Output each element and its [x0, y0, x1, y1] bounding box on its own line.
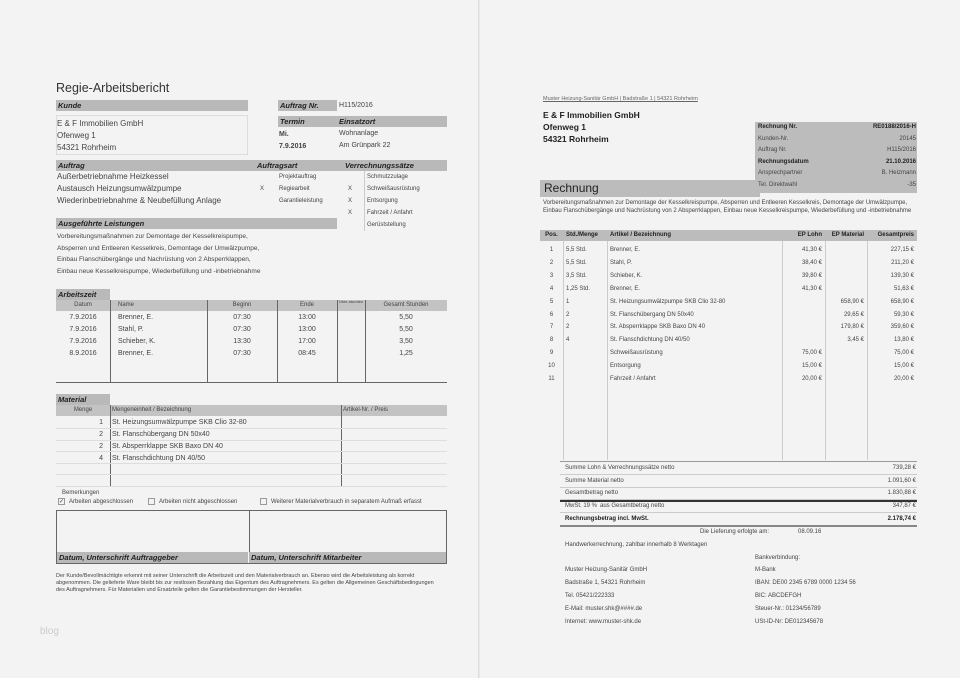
total-value: 2.178,74 € — [887, 516, 916, 522]
verrechnung-mark: X — [348, 210, 353, 216]
invoice-cell: 10 — [548, 363, 555, 370]
signature-mitarbeiter[interactable]: Datum, Unterschrift Mitarbeiter — [249, 552, 446, 563]
arbeitszeit-cell: Stahl, P. — [118, 326, 144, 333]
arbeitszeit-cell: 7.9.2016 — [69, 326, 97, 333]
mwst-label: MwSt. 19 % — [565, 503, 598, 509]
leistungen-header: Ausgeführte Leistungen — [56, 218, 337, 229]
row-line — [56, 428, 447, 429]
info-label: Rechnungsdatum — [758, 158, 809, 165]
invoice-cell: Brenner, E. — [610, 285, 641, 292]
bemerkungen-label: Bemerkungen — [62, 490, 100, 496]
termin-day: Mi. — [279, 131, 289, 138]
checkbox-icon[interactable] — [148, 498, 155, 505]
invoice-cell: 359,60 € — [890, 324, 914, 331]
invoice-cell: 41,30 € — [801, 285, 822, 292]
material-column-header: Artikel-Nr. / Preis — [343, 407, 389, 413]
invoice-cell: St. Heizungsumwälzpumpe SKB Clio 32-80 — [610, 298, 726, 305]
invoice-cell: 8 — [549, 337, 554, 344]
arbeitszeit-cell: 7.9.2016 — [69, 338, 97, 345]
arbeitszeit-cell: 13:00 — [298, 314, 316, 321]
delivery-label: Die Lieferung erfolgte am: — [700, 529, 770, 535]
invoice-description: Vorbereitungsmaßnahmen zur Demontage der Kesselkreispumpe, Absperren und Entleeren Kesselkreis, Demontage der Umwälzpumpe, Einbau Flanschübergänge und Nachrüstung von 2 Absperrklappen, Einbau neue Kesselkreispumpe, Wiederbefüllung und -inbetriebnahme — [543, 200, 912, 214]
recipient-name: E & F Immobilien GmbH — [543, 110, 640, 120]
bank-info: Steuer-Nr.: 01234/56789 — [755, 606, 821, 612]
invoice-cell: 211,20 € — [891, 259, 914, 266]
invoice-column-header: Artikel / Bezeichnung — [610, 232, 672, 238]
checkbox-label: Arbeiten abgeschlossen — [69, 499, 134, 506]
invoice-cell: 2 — [549, 259, 554, 266]
company-info: Internet: www.muster-shk.de — [565, 619, 642, 625]
invoice-cell: 9 — [549, 350, 554, 357]
auftragsart-label: Auftragsart — [257, 161, 298, 170]
verrechnung-label: Verrechnungssätze — [345, 161, 414, 170]
info-value: 21.10.2016 — [885, 158, 916, 165]
material-label: Material — [56, 394, 110, 405]
info-value: B. Heizmann — [881, 170, 916, 176]
auftragsart-mark: X — [260, 186, 265, 192]
sum-value: 739,28 € — [892, 465, 916, 471]
arbeitszeit-cell: 13:30 — [233, 338, 251, 345]
row-line — [56, 474, 447, 475]
invoice-cell: 2 — [566, 311, 570, 318]
company-info: E-Mail: muster.shk@####.de — [565, 606, 643, 612]
column-divider — [337, 300, 338, 383]
invoice-cell: 658,90 € — [840, 298, 864, 305]
info-value: -35 — [907, 181, 916, 188]
arbeitszeit-column-header: Ende — [299, 302, 314, 308]
mwst-value: 347,87 € — [892, 503, 916, 509]
invoice-cell: 15,00 € — [893, 363, 914, 370]
kunde-header: Kunde — [56, 100, 248, 111]
column-divider — [110, 300, 111, 383]
auftrag-nr-value: H115/2016 — [339, 102, 373, 109]
sender-line: Muster Heizung-Sanitär GmbH | Badstraße 1 | 54321 Rohrheim — [543, 96, 698, 102]
table-bottom-line — [560, 461, 917, 462]
auftrag-label: Auftrag — [58, 161, 85, 170]
info-value: RE0188/2016-H — [872, 124, 916, 130]
payment-terms: Handwerkerrechnung, zahlbar innerhalb 8 Werktagen — [565, 542, 708, 548]
checkbox-icon[interactable]: ✓ — [59, 499, 65, 505]
invoice-cell: 20,00 € — [893, 376, 914, 382]
invoice-cell: 59,30 € — [893, 311, 914, 318]
material-description: St. Flanschdichtung DN 40/50 — [112, 455, 205, 462]
row-line — [560, 474, 917, 475]
company-info: Muster Heizung-Sanitär GmbH — [565, 567, 648, 573]
invoice-column-header: Gesamtpreis — [877, 232, 914, 238]
checkbox-3[interactable] — [260, 498, 422, 505]
bank-info: IBAN: DE00 2345 6789 0000 1234 56 — [755, 580, 856, 586]
invoice-cell: 3,5 Std. — [566, 272, 587, 279]
invoice-cell: 75,00 € — [801, 350, 822, 357]
auftrag-line: Austausch Heizungsumwälzpumpe — [57, 184, 182, 193]
invoice-cell: 38,40 € — [801, 259, 822, 266]
column-divider — [782, 241, 783, 460]
invoice-page — [480, 0, 960, 678]
verrechnung-option: Gerüststellung — [367, 222, 406, 228]
arbeitszeit-cell: 5,50 — [399, 326, 413, 333]
invoice-cell: 2 — [566, 324, 570, 331]
leistung-line: Absperren und Entleeren Kesselkreis, Demontage der Umwälzpumpe, — [57, 244, 260, 252]
mwst-note: aus Gesamtbetrag netto — [600, 503, 665, 509]
row-line — [56, 451, 447, 452]
info-label: Tel. Direktwahl — [758, 181, 798, 188]
delivery-date: 08.09.16 — [798, 529, 822, 535]
auftrag-line: Wiederinbetriebnahme & Neubefüllung Anlage — [57, 196, 222, 205]
kunde-line: E & F Immobilien GmbH — [57, 119, 144, 128]
kunde-box — [56, 115, 248, 155]
arbeitszeit-cell: 17:00 — [298, 338, 316, 345]
arbeitszeit-cell: 08:45 — [298, 350, 316, 357]
sum-value: 1.830,88 € — [887, 490, 916, 496]
material-quantity: 2 — [99, 443, 103, 450]
arbeitszeit-cell: Brenner, E. — [118, 314, 154, 321]
divider — [364, 171, 365, 231]
company-info: Tel. 05421/222333 — [565, 593, 615, 599]
checkbox-2[interactable] — [148, 498, 237, 505]
invoice-column-header: EP Lohn — [797, 232, 822, 238]
arbeitszeit-cell: 5,50 — [399, 314, 413, 321]
invoice-cell: 5,5 Std. — [566, 259, 587, 266]
einsatzort-line: Wohnanlage — [339, 130, 379, 137]
arbeitszeit-cell: 1,25 — [399, 350, 413, 357]
auftragsart-option: Garantieleistung — [279, 198, 323, 204]
verrechnung-option: Schmutzzulage — [367, 174, 409, 180]
material-column-header: Mengeneinheit / Bezeichnung — [112, 407, 192, 413]
recipient-city: 54321 Rohrheim — [543, 134, 609, 144]
invoice-cell: Stahl, P. — [610, 259, 632, 266]
arbeitszeit-column-header: Datum — [74, 302, 92, 308]
invoice-cell: 3 — [549, 272, 554, 279]
arbeitszeit-label: Arbeitszeit — [56, 289, 110, 300]
invoice-cell: 29,65 € — [843, 311, 864, 318]
watermark-logo: blog — [40, 626, 59, 637]
info-value: 20145 — [899, 135, 916, 142]
auftrag-line: Außerbetriebnahme Heizkessel — [57, 172, 169, 181]
row-line — [56, 440, 447, 441]
sum-label: Summe Material netto — [565, 477, 624, 484]
bank-info: USt-ID-Nr: DE012345678 — [755, 619, 824, 625]
arbeitszeit-cell: Schieber, K. — [118, 338, 156, 345]
leistung-line: Einbau Flanschübergänge und Nachrüstung von 2 Absperrklappen, — [57, 256, 251, 263]
invoice-cell: Entsorgung — [610, 363, 641, 370]
invoice-cell: Fahrzeit / Anfahrt — [610, 376, 656, 382]
auftragsart-option: Regiearbeit — [279, 186, 310, 192]
row-line — [56, 486, 447, 487]
invoice-cell: 4 — [566, 337, 570, 344]
arbeitszeit-column-header: Über-stunden — [338, 299, 364, 304]
invoice-cell: Schweißausrüstung — [610, 350, 663, 357]
info-value: H115/2016 — [887, 147, 916, 153]
invoice-cell: 41,30 € — [801, 247, 822, 253]
sum-label: Summe Lohn & Verrechnungssätze netto — [565, 465, 675, 471]
material-column-header: Menge — [73, 407, 93, 413]
invoice-cell: Brenner, E. — [610, 247, 641, 253]
invoice-cell: Schieber, K. — [610, 272, 643, 279]
work-report-page — [0, 0, 479, 678]
invoice-cell: 7 — [549, 324, 554, 331]
verrechnung-mark: X — [348, 198, 353, 204]
checkbox-label: Arbeiten nicht abgeschlossen — [159, 499, 238, 506]
verrechnung-option: Fahrzeit / Anfahrt — [367, 210, 413, 216]
invoice-cell: 4 — [549, 285, 554, 292]
sum-value: 1.091,60 € — [887, 477, 916, 484]
column-divider — [563, 241, 564, 460]
invoice-cell: 139,30 € — [890, 272, 914, 279]
einsatzort-label: Einsatzort — [339, 117, 376, 126]
kunde-line: 54321 Rohrheim — [57, 143, 117, 152]
sum-label: Gesamtbetrag netto — [565, 490, 619, 496]
invoice-cell: 15,00 € — [801, 363, 822, 370]
invoice-cell: 658,90 € — [890, 298, 914, 305]
arbeitszeit-column-header: Beginn — [232, 302, 252, 308]
termin-date: 7.9.2016 — [279, 143, 307, 150]
invoice-cell: 1 — [566, 298, 570, 305]
arbeitszeit-cell: 7.9.2016 — [69, 314, 97, 321]
row-line — [560, 487, 917, 488]
leistung-line: Vorbereitungsmaßnahmen zur Demontage der Kesselkreispumpe, — [57, 233, 248, 240]
invoice-cell: 3,45 € — [847, 337, 864, 344]
checkbox-icon[interactable] — [260, 498, 267, 505]
arbeitszeit-cell: 13:00 — [298, 326, 316, 333]
invoice-column-header: Pos. — [545, 232, 558, 238]
invoice-title: Rechnung — [540, 180, 760, 197]
column-divider — [607, 241, 608, 460]
column-divider — [825, 241, 826, 460]
invoice-cell: 227,15 € — [890, 247, 914, 253]
termin-label: Termin — [280, 117, 305, 126]
checkbox-1[interactable] — [58, 498, 133, 505]
column-divider — [867, 241, 868, 460]
invoice-cell: 6 — [549, 311, 554, 318]
arbeitszeit-column-header: Name — [118, 302, 135, 308]
arbeitszeit-cell: 3,50 — [399, 338, 413, 345]
arbeitszeit-cell: Brenner, E. — [118, 350, 154, 357]
invoice-cell: 5 — [549, 298, 554, 305]
invoice-cell: St. Absperrklappe SKB Baxo DN 40 — [610, 324, 706, 331]
verrechnung-mark: X — [348, 186, 353, 192]
invoice-cell: 75,00 € — [893, 350, 914, 357]
leistung-line: Einbau neue Kesselkreispumpe, Wiederbefüllung und -inbetriebnahme — [57, 267, 261, 275]
signature-auftraggeber[interactable]: Datum, Unterschrift Auftraggeber — [57, 552, 248, 563]
verrechnung-option: Entsorgung — [367, 198, 398, 204]
bank-info: M-Bank — [755, 567, 776, 573]
checkbox-label: Weiterer Materialverbrauch in separatem Aufmaß erfasst — [271, 499, 422, 506]
info-label: Kunden-Nr. — [758, 135, 789, 142]
invoice-cell: 179,80 € — [840, 324, 864, 331]
company-info: Badstraße 1, 54321 Rohrheim — [565, 580, 646, 586]
arbeitszeit-cell: 07:30 — [233, 314, 251, 321]
invoice-cell: 5,5 Std. — [566, 247, 587, 253]
row-line — [56, 463, 447, 464]
invoice-column-header: EP Material — [831, 232, 864, 238]
invoice-cell: 20,00 € — [801, 376, 822, 382]
invoice-cell: 51,63 € — [893, 285, 914, 292]
invoice-cell: 39,80 € — [801, 272, 822, 279]
disclaimer: Der Kunde/Bevollmächtigte erkennt mit seiner Unterschrift die Arbeitszeit und den Materialverbrauch an. Ebenso wird die Arbeitsleistung als korrekt abgenommen. Die gelieferte Ware bleibt bis zur restlosen Bezahlung das Eigentum des Auftragnehmers. Es gelten die Allgemeinen Geschäftsbedingungen des Auftragnehmers. Für Materialien und Ersatzteile gelten die Garantiebestimmungen der Hersteller. — [56, 573, 434, 593]
arbeitszeit-cell: 07:30 — [233, 350, 251, 357]
bank-info: BIC: ABCDEFGH — [755, 593, 802, 599]
info-label: Ansprechpartner — [758, 170, 803, 176]
invoice-cell: 11 — [548, 376, 555, 382]
material-quantity: 4 — [99, 455, 103, 462]
invoice-column-header: Std./Menge — [566, 232, 599, 238]
invoice-cell: 1,25 Std. — [566, 285, 591, 292]
arbeitszeit-cell: 07:30 — [233, 326, 251, 333]
recipient-street: Ofenweg 1 — [543, 122, 586, 132]
arbeitszeit-cell: 8.9.2016 — [69, 350, 97, 357]
kunde-line: Ofenweg 1 — [57, 131, 96, 140]
total-label: Rechnungsbetrag incl. MwSt. — [565, 516, 649, 522]
auftragsart-option: Projektauftrag — [279, 174, 317, 180]
auftrag-nr-label: Auftrag Nr. — [278, 100, 337, 111]
material-description: St. Heizungsumwälzpumpe SKB Clio 32-80 — [112, 419, 247, 426]
material-description: St. Absperrklappe SKB Baxo DN 40 — [112, 443, 223, 450]
material-quantity: 2 — [99, 431, 103, 438]
report-title: Regie-Arbeitsbericht — [56, 81, 170, 95]
material-description: St. Flanschübergang DN 50x40 — [112, 431, 210, 438]
info-label: Rechnung Nr. — [758, 124, 798, 130]
invoice-cell: St. Flanschübergang DN 50x40 — [610, 311, 694, 318]
bank-label: Bankverbindung: — [755, 555, 801, 561]
verrechnung-option: Schweißausrüstung — [367, 186, 420, 192]
invoice-cell: 13,80 € — [893, 337, 914, 344]
invoice-cell: 1 — [549, 247, 554, 253]
material-quantity: 1 — [99, 419, 103, 426]
arbeitszeit-column-header: Gesamt Stunden — [383, 302, 429, 308]
info-label: Auftrag Nr. — [758, 147, 787, 153]
einsatzort-line: Am Grünpark 22 — [339, 142, 391, 149]
invoice-cell: St. Flanschdichtung DN 40/50 — [610, 337, 690, 344]
